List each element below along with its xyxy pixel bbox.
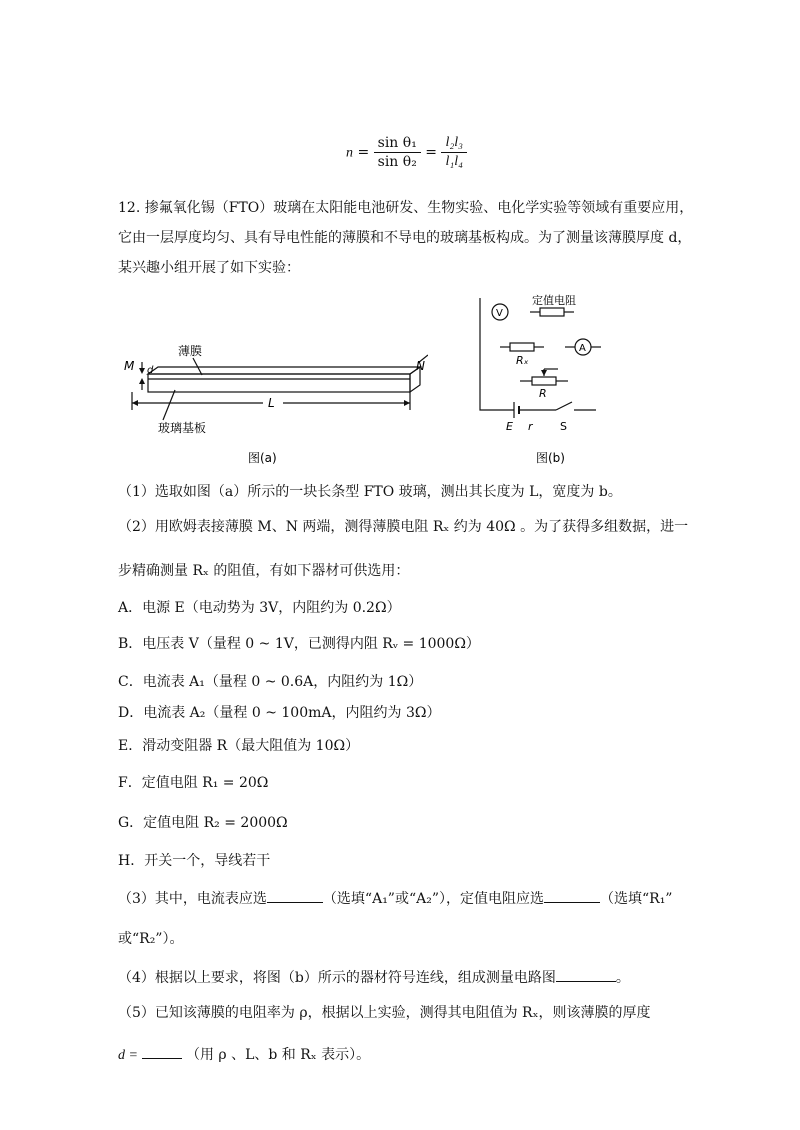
- figure-b-label-r-big: R: [539, 387, 547, 400]
- formula-lhs: n: [346, 145, 353, 161]
- formula-den1: sin θ₂: [377, 154, 417, 170]
- figure-a-label-l: L: [268, 396, 275, 410]
- step-4-text-b: 。: [615, 970, 630, 986]
- step-4-blank-circuit[interactable]: [556, 967, 616, 982]
- option-b: B．电压表 V（量程 0 ~ 1V，已测得内阻 Rᵥ = 1000Ω）: [118, 636, 480, 652]
- step-3-blank-resistor[interactable]: [544, 888, 600, 903]
- formula-num1: sin θ₁: [374, 134, 421, 153]
- step-5-answer: [118, 1044, 370, 1066]
- figure-a-label-film: 薄膜: [178, 344, 203, 358]
- figure-b-fixed-resistor: [540, 308, 564, 316]
- option-h: H．开关一个，导线若干: [118, 853, 271, 869]
- option-c: C．电流表 A₁（量程 0 ~ 0.6A，内阻约为 1Ω）: [118, 674, 423, 690]
- option-f: F．定值电阻 R₁ = 20Ω: [118, 775, 269, 791]
- step-3-text-c: （选填“R₁”: [600, 891, 673, 907]
- figure-a-caption: 图(a): [248, 451, 277, 465]
- step-3-blank-ammeter[interactable]: [267, 888, 323, 903]
- figure-a-substrate-pointer: [163, 390, 175, 420]
- step-5-text-a: d =: [118, 1048, 138, 1063]
- figure-a-label-d: d: [147, 365, 154, 376]
- step-5-text-b: （用 ρ 、L、b 和 Rₓ 表示）。: [185, 1047, 371, 1063]
- step-2-continued: 步精确测量 Rₓ 的阻值，有如下器材可供选用：: [118, 563, 410, 579]
- step-3: [118, 888, 672, 909]
- step-3-continued: 或“R₂”）。: [118, 931, 184, 947]
- formula-den2: l₁l₄: [445, 154, 463, 169]
- step-4-text-a: （4）根据以上要求，将图（b）所示的器材符号连线，组成测量电路图: [118, 970, 556, 986]
- formula-num2: l₂l₃: [441, 134, 467, 153]
- figure-b-rheostat: [532, 377, 556, 385]
- figure-a-top-face: [148, 367, 420, 374]
- figure-b-caption: 图(b): [536, 451, 565, 465]
- step-5-blank-thickness[interactable]: [142, 1044, 182, 1059]
- option-g: G．定值电阻 R₂ = 2000Ω: [118, 815, 288, 831]
- step-5: （5）已知该薄膜的电阻率为 ρ，根据以上实验，测得其电阻值为 Rₓ，则该薄膜的厚度: [118, 1005, 651, 1021]
- figure-a-l-arrowhead-right: [404, 400, 410, 406]
- figure-b-label-r: r: [528, 420, 533, 433]
- figure-b-slider-arrowhead: [541, 370, 547, 376]
- step-3-text-a: （3）其中，电流表应选: [118, 891, 267, 907]
- option-a: A．电源 E（电动势为 3V，内阻约为 0.2Ω）: [118, 600, 401, 616]
- figure-b-label-a: A: [579, 343, 586, 354]
- figure-b-label-fixed: 定值电阻: [532, 294, 576, 307]
- figure-b-label-s: S: [560, 420, 567, 433]
- formula-eq2: =: [425, 144, 437, 161]
- formula-fraction-1: [374, 134, 421, 171]
- figure-a-l-arrowhead-left: [132, 400, 138, 406]
- formula-eq1: =: [357, 144, 370, 161]
- figure-a-label-m: M: [124, 359, 135, 373]
- problem-intro-line-1: 12. 掺氟氧化锡（FTO）玻璃在太阳能电池研发、生物实验、电化学实验等领域有重要应用，: [118, 200, 694, 216]
- figure-a-fto-glass: [118, 330, 428, 470]
- step-2: （2）用欧姆表接薄膜 M、N 两端，测得薄膜电阻 Rₓ 约为 40Ω 。为了获得多组数据，进一: [118, 519, 689, 535]
- problem-intro-line-2: 它由一层厚度均匀、具有导电性能的薄膜和不导电的玻璃基板构成。为了测量该薄膜厚度 d，: [118, 230, 692, 246]
- figure-b-label-v: V: [496, 308, 503, 319]
- step-3-text-b: （选填“A₁”或“A₂”），定值电阻应选: [322, 891, 544, 907]
- figure-b-circuit-components: [470, 290, 630, 470]
- step-4: [118, 967, 630, 988]
- figure-a-label-n: N: [416, 359, 425, 373]
- figure-a-front-face: [148, 374, 410, 392]
- figure-a-label-substrate: 玻璃基板: [158, 421, 207, 435]
- refraction-formula: [346, 134, 467, 171]
- problem-intro-line-3: 某兴趣小组开展了如下实验：: [118, 260, 300, 276]
- figure-b-switch: [556, 402, 572, 410]
- figure-a-d-arrowhead-bottom: [139, 378, 145, 384]
- figure-b-label-e: E: [506, 420, 513, 433]
- option-d: D．电流表 A₂（量程 0 ~ 100mA，内阻约为 3Ω）: [118, 705, 441, 721]
- figure-a-d-arrowhead-top: [139, 368, 145, 374]
- option-e: E．滑动变阻器 R（最大阻值为 10Ω）: [118, 738, 360, 754]
- step-1: （1）选取如图（a）所示的一块长条型 FTO 玻璃，测出其长度为 L，宽度为 b。: [118, 484, 622, 500]
- formula-fraction-2: [441, 134, 467, 171]
- figure-b-rx-resistor: [510, 343, 534, 351]
- figure-b-label-rx: Rₓ: [516, 354, 529, 367]
